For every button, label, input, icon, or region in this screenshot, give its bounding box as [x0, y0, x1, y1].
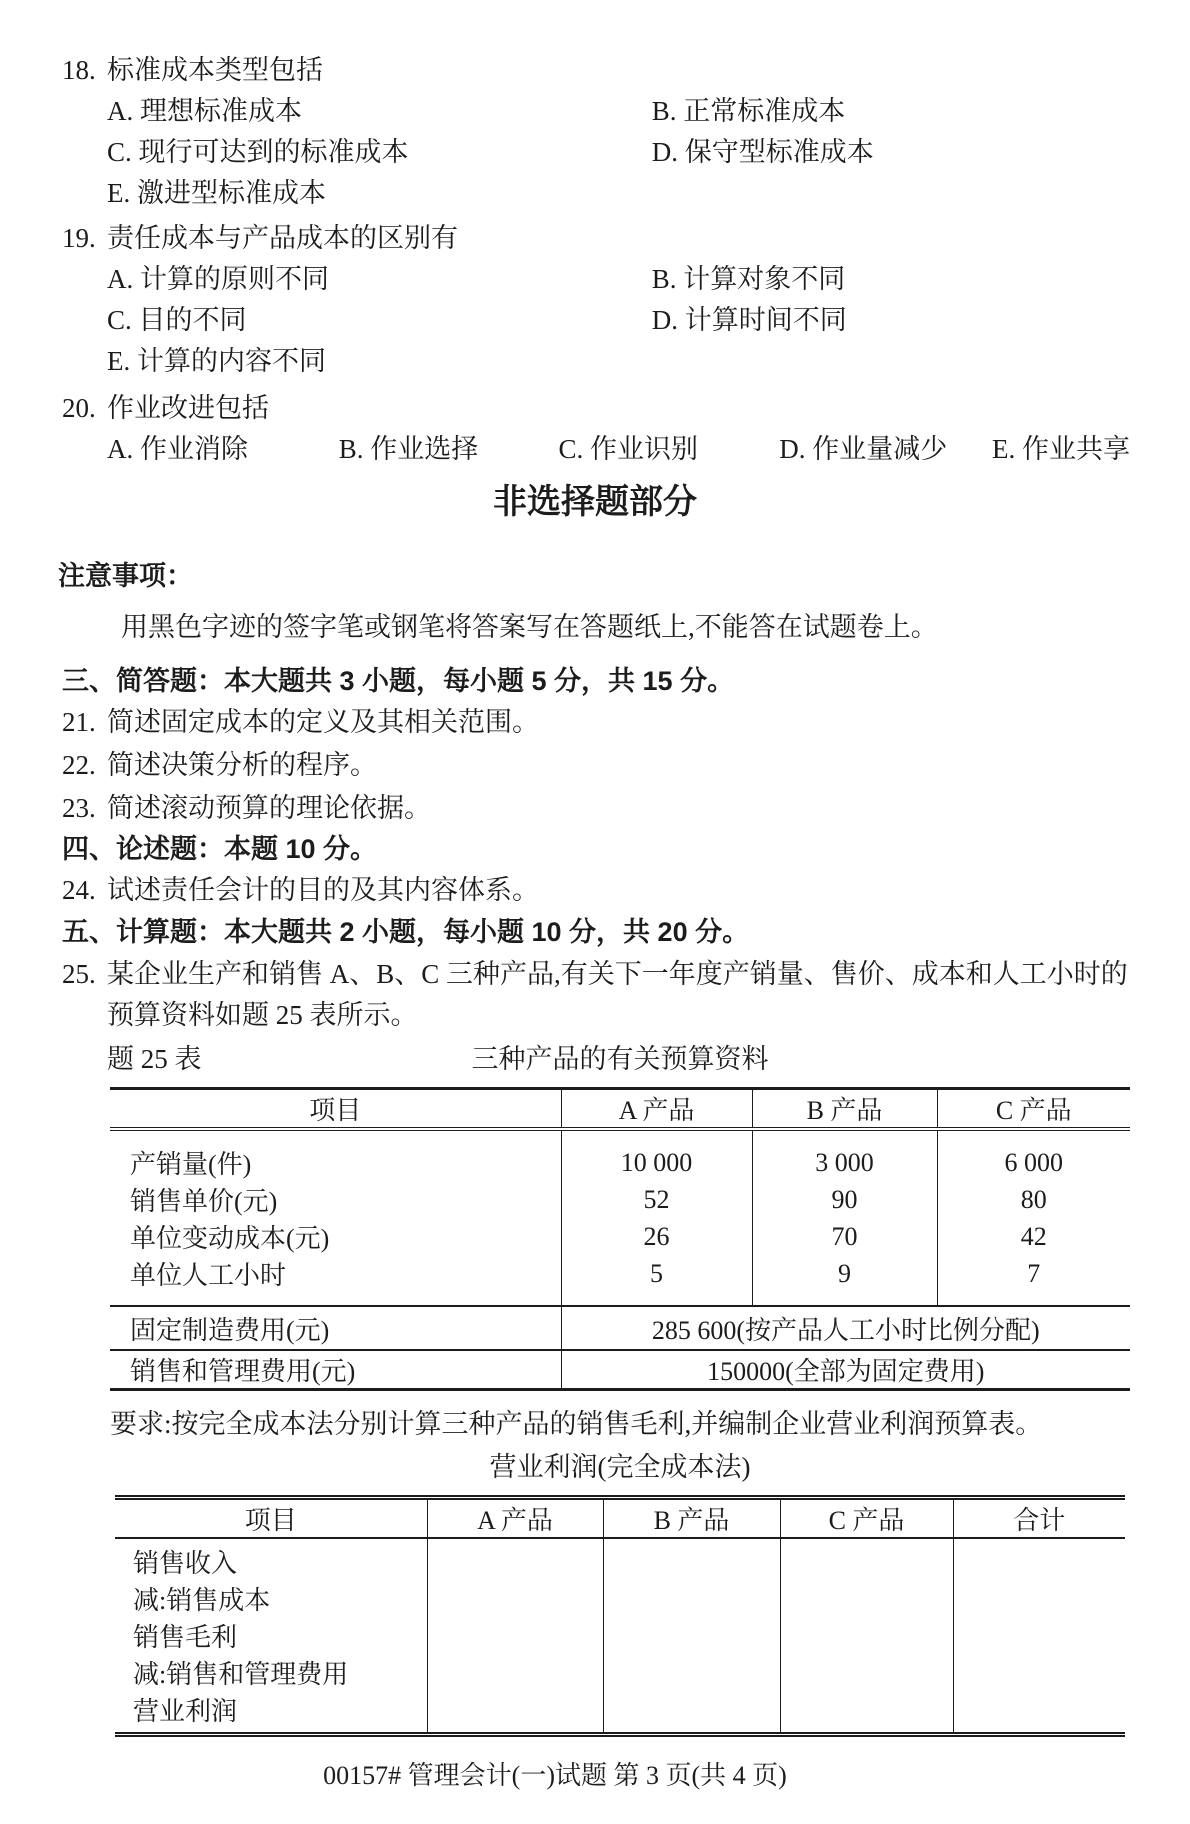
option-b: B. 正常标准成本: [651, 96, 846, 126]
question-stem: 作业改进包括: [107, 393, 269, 423]
cell-value: 26: [561, 1218, 752, 1255]
option-a: A. 理想标准成本: [107, 96, 302, 126]
table1-header-item: 项目: [110, 1089, 561, 1130]
question-text-line2: 预算资料如题 25 表所示。: [107, 1000, 418, 1030]
question-24: [62, 870, 1190, 911]
row-label: 销售毛利: [133, 1623, 238, 1652]
part4-header: 四、论述题：本题 10 分。: [62, 834, 378, 864]
row-label: 固定制造费用(元): [110, 1306, 561, 1350]
cell-value: 90: [752, 1181, 937, 1218]
operating-profit-table: [115, 1495, 1125, 1737]
table1-caption-left: 题 25 表: [107, 1044, 202, 1074]
option-b: B. 计算对象不同: [651, 264, 846, 294]
table1-header-row: [110, 1089, 1130, 1130]
row-label: 产销量(件): [130, 1150, 252, 1179]
table1-caption-center: 三种产品的有关预算资料: [471, 1044, 769, 1074]
cell-value: 5: [561, 1255, 752, 1306]
cell-value: 10 000: [561, 1129, 752, 1181]
row-label: 减:销售成本: [133, 1586, 271, 1615]
option-c: C. 目的不同: [107, 305, 247, 335]
option-d: D. 保守型标准成本: [651, 137, 874, 167]
question-number: 22.: [62, 750, 96, 780]
question-number: 20.: [62, 393, 96, 423]
table2-header-total: 合计: [953, 1498, 1125, 1539]
row-label: 营业利润: [133, 1697, 238, 1726]
row-label: 单位人工小时: [130, 1261, 287, 1290]
question-number: 18.: [62, 55, 96, 85]
page-footer: 00157# 管理会计(一)试题 第 3 页(共 4 页): [323, 1760, 787, 1790]
question-text-line1: 某企业生产和销售 A、B、C 三种产品,有关下一年度产销量、售价、成本和人工小时的: [107, 959, 1128, 989]
table2-header-c: C 产品: [780, 1498, 953, 1539]
table2-body: [115, 1538, 1125, 1734]
question-19: [62, 218, 1190, 259]
question-text: 简述固定成本的定义及其相关范围。: [107, 707, 539, 737]
cell-value: 7: [937, 1255, 1130, 1306]
option-a: A. 计算的原则不同: [107, 264, 329, 294]
cell-value: 9: [752, 1255, 937, 1306]
notice-title: 注意事项：: [58, 561, 193, 591]
table2-header-item: 项目: [115, 1498, 427, 1539]
section-divider-title: 非选择题部分: [493, 483, 697, 521]
question-number: 25.: [62, 959, 96, 989]
part3-header: 三、简答题：本大题共 3 小题，每小题 5 分，共 15 分。: [62, 666, 735, 696]
question-22: [62, 745, 1190, 786]
table-row: [110, 1181, 1130, 1218]
question-text: 简述决策分析的程序。: [107, 750, 377, 780]
question-20: [62, 388, 1190, 429]
option-d: D. 作业量减少: [779, 434, 948, 464]
requirement-text: 要求:按完全成本法分别计算三种产品的销售毛利,并编制企业营业利润预算表。: [110, 1409, 1043, 1439]
table1-header-a: A 产品: [561, 1089, 752, 1130]
table1-header-c: C 产品: [937, 1089, 1130, 1130]
cell-value-spanning: 150000(全部为固定费用): [561, 1350, 1130, 1390]
cell-value: 42: [937, 1218, 1130, 1255]
question-stem: 责任成本与产品成本的区别有: [107, 223, 458, 253]
table-row: [110, 1218, 1130, 1255]
row-label: 销售和管理费用(元): [110, 1350, 561, 1390]
question-21: [62, 702, 1190, 743]
question-number: 23.: [62, 793, 96, 823]
options-row: [107, 132, 1190, 173]
question-text: 简述滚动预算的理论依据。: [107, 793, 431, 823]
question-25-line2: [107, 995, 1190, 1036]
table1-caption-row: [0, 1039, 1190, 1080]
row-label: 销售单价(元): [130, 1187, 278, 1216]
cell-value: 52: [561, 1181, 752, 1218]
option-c: C. 作业识别: [558, 434, 699, 464]
table2-header-b: B 产品: [603, 1498, 780, 1539]
cell-value-spanning: 285 600(按产品人工小时比例分配): [561, 1306, 1130, 1350]
options-row: [107, 91, 1190, 132]
cell-value: 3 000: [752, 1129, 937, 1181]
empty-answer-cell: [603, 1538, 780, 1734]
row-labels-column: [115, 1538, 427, 1734]
table2-header-a: A 产品: [427, 1498, 603, 1539]
table1-header-b: B 产品: [752, 1089, 937, 1130]
row-label: 减:销售和管理费用: [133, 1660, 349, 1689]
empty-answer-cell: [780, 1538, 953, 1734]
option-e: E. 作业共享: [992, 434, 1130, 464]
options-row: [107, 173, 1190, 214]
table-row-selling-admin: [110, 1350, 1130, 1390]
cell-value: 70: [752, 1218, 937, 1255]
empty-answer-cell: [953, 1538, 1125, 1734]
options-row: [107, 429, 1190, 470]
question-number: 24.: [62, 875, 96, 905]
options-row: [107, 259, 1190, 300]
part5-header: 五、计算题：本大题共 2 小题，每小题 10 分，共 20 分。: [62, 917, 750, 947]
question-number: 19.: [62, 223, 96, 253]
option-b: B. 作业选择: [338, 434, 479, 464]
budget-data-table: [110, 1087, 1130, 1391]
question-23: [62, 788, 1190, 829]
empty-answer-cell: [427, 1538, 603, 1734]
question-number: 21.: [62, 707, 96, 737]
question-stem: 标准成本类型包括: [107, 55, 323, 85]
row-label: 单位变动成本(元): [130, 1224, 330, 1253]
question-18: [62, 50, 1190, 91]
option-d: D. 计算时间不同: [651, 305, 847, 335]
option-e: E. 激进型标准成本: [107, 178, 326, 208]
table-row-fixed-overhead: [110, 1306, 1130, 1350]
table2-header-row: [115, 1498, 1125, 1539]
question-text: 试述责任会计的目的及其内容体系。: [107, 875, 539, 905]
cell-value: 6 000: [937, 1129, 1130, 1181]
option-e: E. 计算的内容不同: [107, 346, 326, 376]
notice-body: 用黑色字迹的签字笔或钢笔将答案写在答题纸上,不能答在试题卷上。: [121, 612, 938, 642]
option-a: A. 作业消除: [107, 434, 248, 464]
options-row: [107, 300, 1190, 341]
question-25: [62, 954, 1190, 995]
cell-value: 80: [937, 1181, 1130, 1218]
option-c: C. 现行可达到的标准成本: [107, 137, 409, 167]
table2-caption: 营业利润(完全成本法): [489, 1452, 751, 1482]
options-row: [107, 341, 1190, 382]
table-row: [110, 1129, 1130, 1181]
table-row: [110, 1255, 1130, 1306]
row-label: 销售收入: [133, 1549, 238, 1578]
